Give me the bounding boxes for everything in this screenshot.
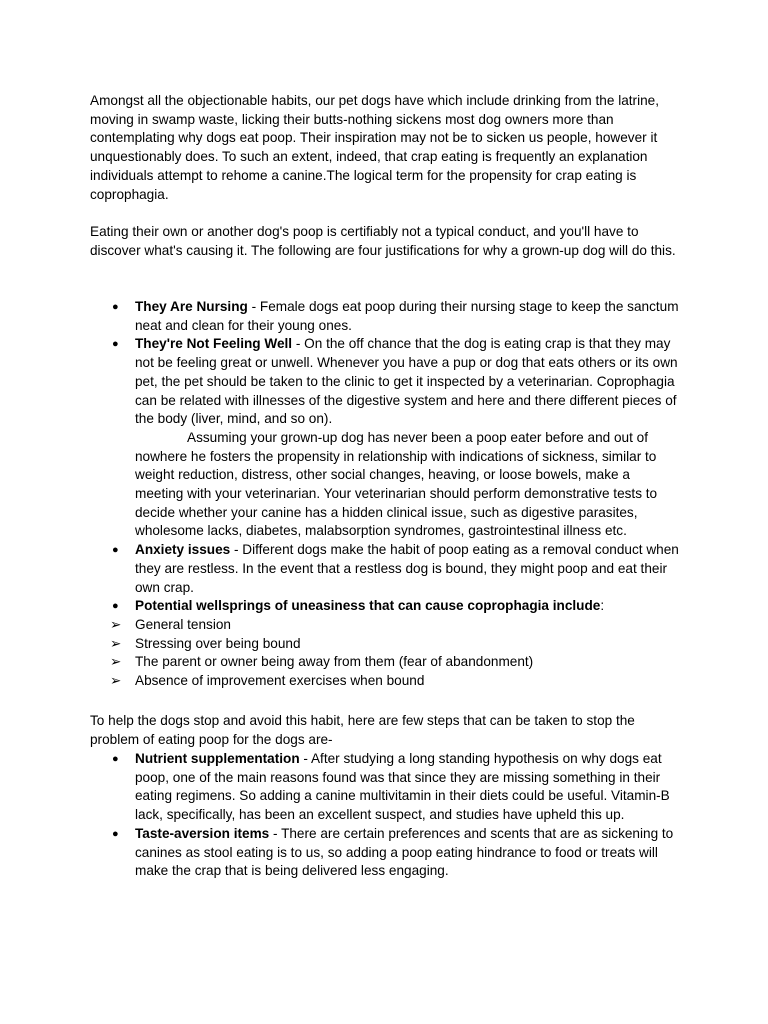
steps-list xyxy=(90,750,680,881)
list-item-anxiety-source xyxy=(90,635,680,654)
intro-paragraph: Amongst all the objectionable habits, our pet dogs have which include drinking from the latrine, moving in swamp waste, licking their butts-nothing sickens most dog owners more than contemplating why dogs eat poop. Their inspiration may not be to sicken us people, however it unquestionably does. To such an extent, indeed, that crap eating is frequently an explanation individuals attempt to rehome a canine.The logical term for the propensity for crap eating is coprophagia. xyxy=(90,93,660,202)
arrow-bullet-icon: ➢ xyxy=(110,616,122,632)
arrow-bullet-icon: ➢ xyxy=(110,673,122,689)
bullet-icon: ● xyxy=(112,753,119,765)
item-title: Taste-aversion items xyxy=(135,825,270,841)
item-title: They Are Nursing xyxy=(135,299,248,314)
item-continuation: Assuming your grown-up dog has never been a poop eater before and out of nowhere he fosters the propensity in relationship with indications of sickness, similar to weight reduction, distress, other social changes, heaving, or loose bowels, make a meeting with your veterinarian. Your veterinarian should perform demonstrative tests to decide whether your canine has a hidden clinical issue, such as digestive parasites, wholesome lacks, diabetes, malabsorption syndromes, gastrointestinal illness etc. xyxy=(135,429,658,539)
bullet-icon: ● xyxy=(112,338,119,351)
steps-intro-paragraph: To help the dogs stop and avoid this habit, here are few steps that can be taken to stop the problem of eating poop for the dogs are- xyxy=(90,713,635,747)
item-text: General tension xyxy=(135,616,231,632)
item-text: - Female dogs eat poop during their nursing stage to keep the sanctum neat and clean for their young ones. xyxy=(135,299,679,333)
list-item-wellsprings xyxy=(90,597,680,616)
bullet-icon: ● xyxy=(112,544,119,557)
list-item-nursing xyxy=(90,298,680,335)
list-item-anxiety-source xyxy=(90,672,680,691)
arrow-bullet-icon: ➢ xyxy=(110,654,122,670)
item-text: The parent or owner being away from them (fear of abandonment) xyxy=(135,654,534,670)
bullet-icon: ● xyxy=(112,301,119,313)
list-item-anxiety xyxy=(90,541,680,597)
item-text: - After studying a long standing hypothesis on why dogs eat poop, one of the main reasons found was that since they are missing something in their eating regimens. So adding a canine multivitamin in their diets could be useful. Vitamin-B lack, specifically, has been an excellent suspect, and studies have upheld this up. xyxy=(135,751,670,823)
reasons-list xyxy=(90,298,680,691)
item-text: - On the off chance that the dog is eating crap is that they may not be feeling great or unwell. Whenever you have a pup or dog that eats others or its own pet, the pet should be taken to the clinic to get it inspected by a veterinarian. Coprophagia can be related with illnesses of the digestive system and here and there different pieces of the body (liver, mind, and so on). xyxy=(135,336,678,427)
bullet-icon: ● xyxy=(112,600,119,613)
item-text: Absence of improvement exercises when bound xyxy=(135,673,425,689)
item-title: Anxiety issues xyxy=(135,542,231,558)
item-text: - There are certain preferences and scents that are as sickening to canines as stool eating is to us, so adding a poop eating hindrance to food or treats will make the crap that is being delivered less engaging. xyxy=(135,825,674,879)
arrow-bullet-icon: ➢ xyxy=(110,635,122,651)
item-title: Nutrient supplementation xyxy=(135,751,300,766)
list-item-nutrient-supplementation xyxy=(90,750,680,825)
item-text: - Different dogs make the habit of poop eating as a removal conduct when they are restless. In the event that a restless dog is bound, they might poop and eat their own crap. xyxy=(135,542,679,595)
bullet-icon: ● xyxy=(112,827,119,840)
item-text: Stressing over being bound xyxy=(135,635,301,651)
item-title: Potential wellsprings of uneasiness that can cause coprophagia include xyxy=(135,598,601,614)
reasons-intro-paragraph: Eating their own or another dog's poop is certifiably not a typical conduct, and you'll have to discover what's causing it. The following are four justifications for why a grown-up dog will do this. xyxy=(90,224,676,258)
list-item-anxiety-source xyxy=(90,616,680,635)
item-title: They're Not Feeling Well xyxy=(135,336,293,352)
item-text: : xyxy=(600,598,605,614)
list-item-not-feeling-well xyxy=(90,335,680,541)
list-item-taste-aversion xyxy=(90,825,680,881)
list-item-anxiety-source xyxy=(90,653,680,672)
